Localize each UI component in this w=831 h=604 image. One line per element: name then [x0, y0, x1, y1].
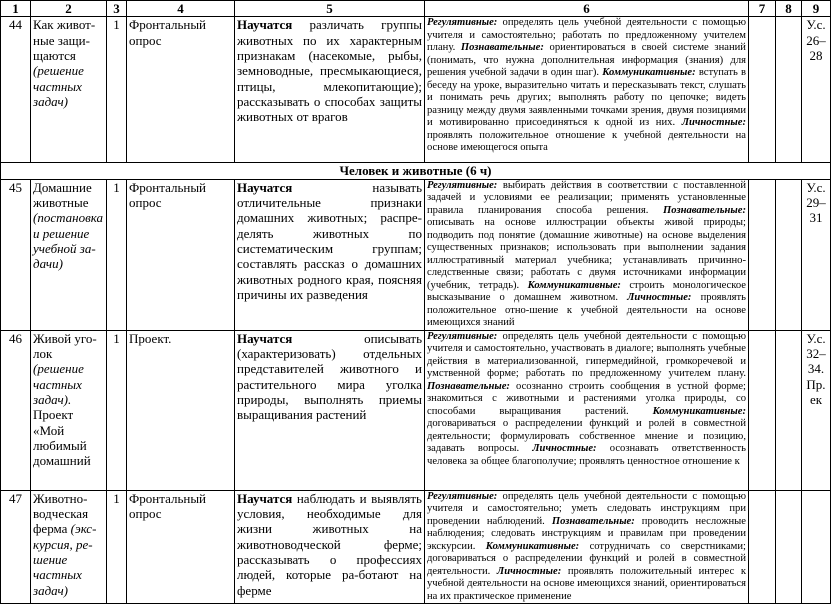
uud-results	[425, 490, 749, 604]
subject-results	[235, 330, 425, 490]
uud-text: описывать на основе иллюстрации объекты живой природы; подводить под понятие (домашние животные) на основе выделения существенных признаков; использовать при выполнении задания иллюстративный материал учебника; устанавливать причинно-следственные связи; работать с двумя источниками информации (учебник, тетрадь).	[427, 217, 746, 291]
lesson-topic: Живой уго-лок	[33, 330, 97, 361]
lesson-topic: Домашние животные	[33, 179, 92, 210]
header-cell: 3	[107, 1, 127, 17]
lesson-topic-cell	[31, 179, 107, 330]
page-ref: У.с.	[806, 330, 826, 346]
uud-text: определять цель учебной деятельности с помощью учителя и самостоятельно; работать по предложенному учителем плану.	[427, 17, 746, 54]
subject-results	[235, 17, 425, 163]
control-form: Фронтальный опрос	[127, 179, 235, 330]
empty-cell	[776, 17, 802, 163]
uud-label: Познавательные:	[663, 204, 746, 216]
empty-cell	[749, 490, 776, 604]
header-cell: 7	[749, 1, 776, 17]
uud-text: определять цель учебной деятельности с помощью учителя и самостоятельно, участвовать в диалоге; выполнять учебные действия в материализованной, гипермедийной, громкоречевой и умственной форме; работать по предложенному учителем плану.	[427, 330, 746, 380]
uud-results	[425, 17, 749, 163]
uud-label: Коммуникативные:	[602, 67, 696, 79]
lesson-type: (экс-курсия, ре-шение частных задач)	[33, 521, 97, 598]
textbook-pages	[802, 330, 831, 490]
empty-cell	[749, 17, 776, 163]
page-ref: ек	[809, 391, 823, 407]
header-cell: 4	[127, 1, 235, 17]
uud-label: Регулятивные:	[427, 330, 498, 342]
lesson-type: (решение частных задач).	[33, 361, 84, 407]
empty-cell	[776, 490, 802, 604]
subject-results	[235, 490, 425, 604]
page-ref: 29–	[806, 194, 826, 210]
header-cell: 1	[1, 1, 31, 17]
page-ref: 34.	[807, 361, 825, 377]
uud-label: Регулятивные:	[427, 179, 498, 191]
header-cell: 8	[776, 1, 802, 17]
page-ref: 28	[809, 47, 823, 63]
lesson-topic: Как живот-ные защи-щаются	[33, 17, 96, 63]
uud-label: Коммуникативные:	[485, 540, 580, 552]
uud-text: выбирать действия в соответствии с поставленной задачей и условиями ее реализации; применять установленные правила планирования способа решения.	[427, 179, 746, 216]
uud-label: Личностные:	[496, 565, 562, 577]
uud-text: проявлять положительное отношение к учебной деятельности на основе имеющегося опыта	[427, 129, 746, 154]
empty-cell	[749, 179, 776, 330]
lesson-number: 47	[1, 490, 31, 604]
lesson-row	[1, 490, 831, 604]
lesson-hours: 1	[107, 490, 127, 604]
result-text: называть отличительные признаки домашних животных; распре-делять животных по систематическим группам; составлять рассказ о домашних животных родного края, поясняя причины их разведения	[237, 179, 422, 302]
empty-cell	[776, 330, 802, 490]
page-ref: 26–	[806, 32, 826, 48]
lesson-type: (постановка и решение учебной за-дачи)	[33, 210, 103, 272]
textbook-pages	[802, 179, 831, 330]
textbook-pages	[802, 17, 831, 163]
page-ref: 32–	[806, 345, 826, 361]
page-ref: У.с.	[806, 179, 826, 195]
uud-label: Личностные:	[681, 117, 746, 129]
uud-text: определять цель учебной деятельности с помощью учителя и самостоятельно; уметь следовать инструкциям при проведении наблюдений.	[427, 490, 746, 527]
page-ref: У.с.	[806, 17, 826, 33]
lesson-hours: 1	[107, 330, 127, 490]
control-form: Фронтальный опрос	[127, 490, 235, 604]
section-row	[1, 163, 831, 179]
lesson-number: 44	[1, 17, 31, 163]
lesson-topic-cell	[31, 17, 107, 163]
uud-label: Регулятивные:	[427, 17, 498, 29]
control-form: Фронтальный опрос	[127, 17, 235, 163]
header-cell: 5	[235, 1, 425, 17]
result-lead: Научатся	[237, 330, 293, 346]
uud-text: проводить несложные наблюдения; следовать инструкциям и правилам при проведении экскурсии.	[427, 515, 746, 552]
lesson-type: (решение частных задач)	[33, 63, 84, 109]
header-cell: 6	[425, 1, 749, 17]
uud-label: Регулятивные:	[427, 490, 498, 502]
uud-text: проявлять положительный интерес к учебной деятельности на основе имеющихся знаний, ориентироваться на их практическое применение	[427, 565, 746, 602]
page-ref: 31	[809, 210, 823, 226]
lesson-topic-extra: Проект «Мой любимый домашний	[33, 407, 91, 469]
uud-results	[425, 330, 749, 490]
lesson-row	[1, 330, 831, 490]
header-row	[1, 1, 831, 17]
textbook-pages	[802, 490, 831, 604]
uud-text: осознанно строить сообщения в устной форме; знакомиться с животными и растениями уголка природы, со способами выращивания растений.	[427, 380, 746, 417]
lesson-number: 46	[1, 330, 31, 490]
lesson-hours: 1	[107, 179, 127, 330]
empty-cell	[749, 330, 776, 490]
uud-text: строить монологическое высказывание о домашнем животном.	[427, 279, 746, 304]
uud-label: Коммуникативные:	[652, 405, 746, 417]
lesson-topic-cell	[31, 330, 107, 490]
uud-label: Познавательные:	[427, 380, 510, 392]
uud-text: осознавать ответственность человека за общее благополучие; проявлять ценностное отношение к	[427, 443, 747, 467]
lesson-topic-cell	[31, 490, 107, 604]
section-title: Человек и животные (6 ч)	[1, 163, 831, 179]
uud-label: Познавательные:	[551, 515, 635, 527]
result-text: наблюдать и выявлять условия, необходимые для жизни животных на животноводческой ферме; рассказывать о профессиях людей, которые ра-ботают на ферме	[237, 490, 422, 598]
uud-label: Личностные:	[532, 443, 597, 455]
empty-cell	[776, 179, 802, 330]
header-cell: 9	[802, 1, 831, 17]
uud-text: ориентироваться в своей системе знаний (понимать, что нужна дополнительная информация (знания) для решения учебной задачи в один шаг).	[427, 42, 746, 79]
lesson-row	[1, 17, 831, 163]
uud-label: Коммуникативные:	[527, 279, 621, 291]
lesson-topic: Животно-водческая ферма	[33, 490, 89, 537]
uud-text: сотрудничать со сверстниками; договариваться о распределении функций и ролей в совместной деятельности.	[427, 540, 746, 577]
uud-text: договариваться о распределении функций и ролей в совместной деятельности; формулировать собственное мнение и позицию, задавать вопросы.	[427, 418, 746, 455]
uud-text: вступать в беседу на уроке, выразительно читать и пересказывать текст, слушать и понимать речь других; выполнять работу по цепочке; видеть разницу между двумя заявленными точками зрения, двумя позициями и мотивированно присоединяться к одной из них.	[427, 67, 746, 129]
subject-results	[235, 179, 425, 330]
uud-results	[425, 179, 749, 330]
header-cell: 2	[31, 1, 107, 17]
lesson-number: 45	[1, 179, 31, 330]
lesson-hours: 1	[107, 17, 127, 163]
uud-label: Личностные:	[627, 292, 692, 304]
result-lead: Научатся	[237, 179, 293, 195]
result-lead: Научатся	[237, 17, 293, 33]
result-text: описывать (характеризовать) отдельных представителей животного и растительного мира уголка природы, выполнять приемы выращивания растений	[237, 330, 422, 423]
page-ref: Пр.	[806, 376, 826, 392]
uud-label: Познавательные:	[460, 42, 544, 54]
result-lead: Научатся	[237, 490, 293, 506]
control-form: Проект.	[127, 330, 235, 490]
lesson-row	[1, 179, 831, 330]
result-text: различать группы животных по их характерным признакам (насекомые, рыбы, земноводные, пресмыкающиеся, птицы, млекопитающие); рассказывать о способах защиты животных от врагов	[237, 17, 422, 125]
uud-text: проявлять положительное отно-шение к учебной деятельности на основе имеющихся знаний	[427, 292, 746, 329]
